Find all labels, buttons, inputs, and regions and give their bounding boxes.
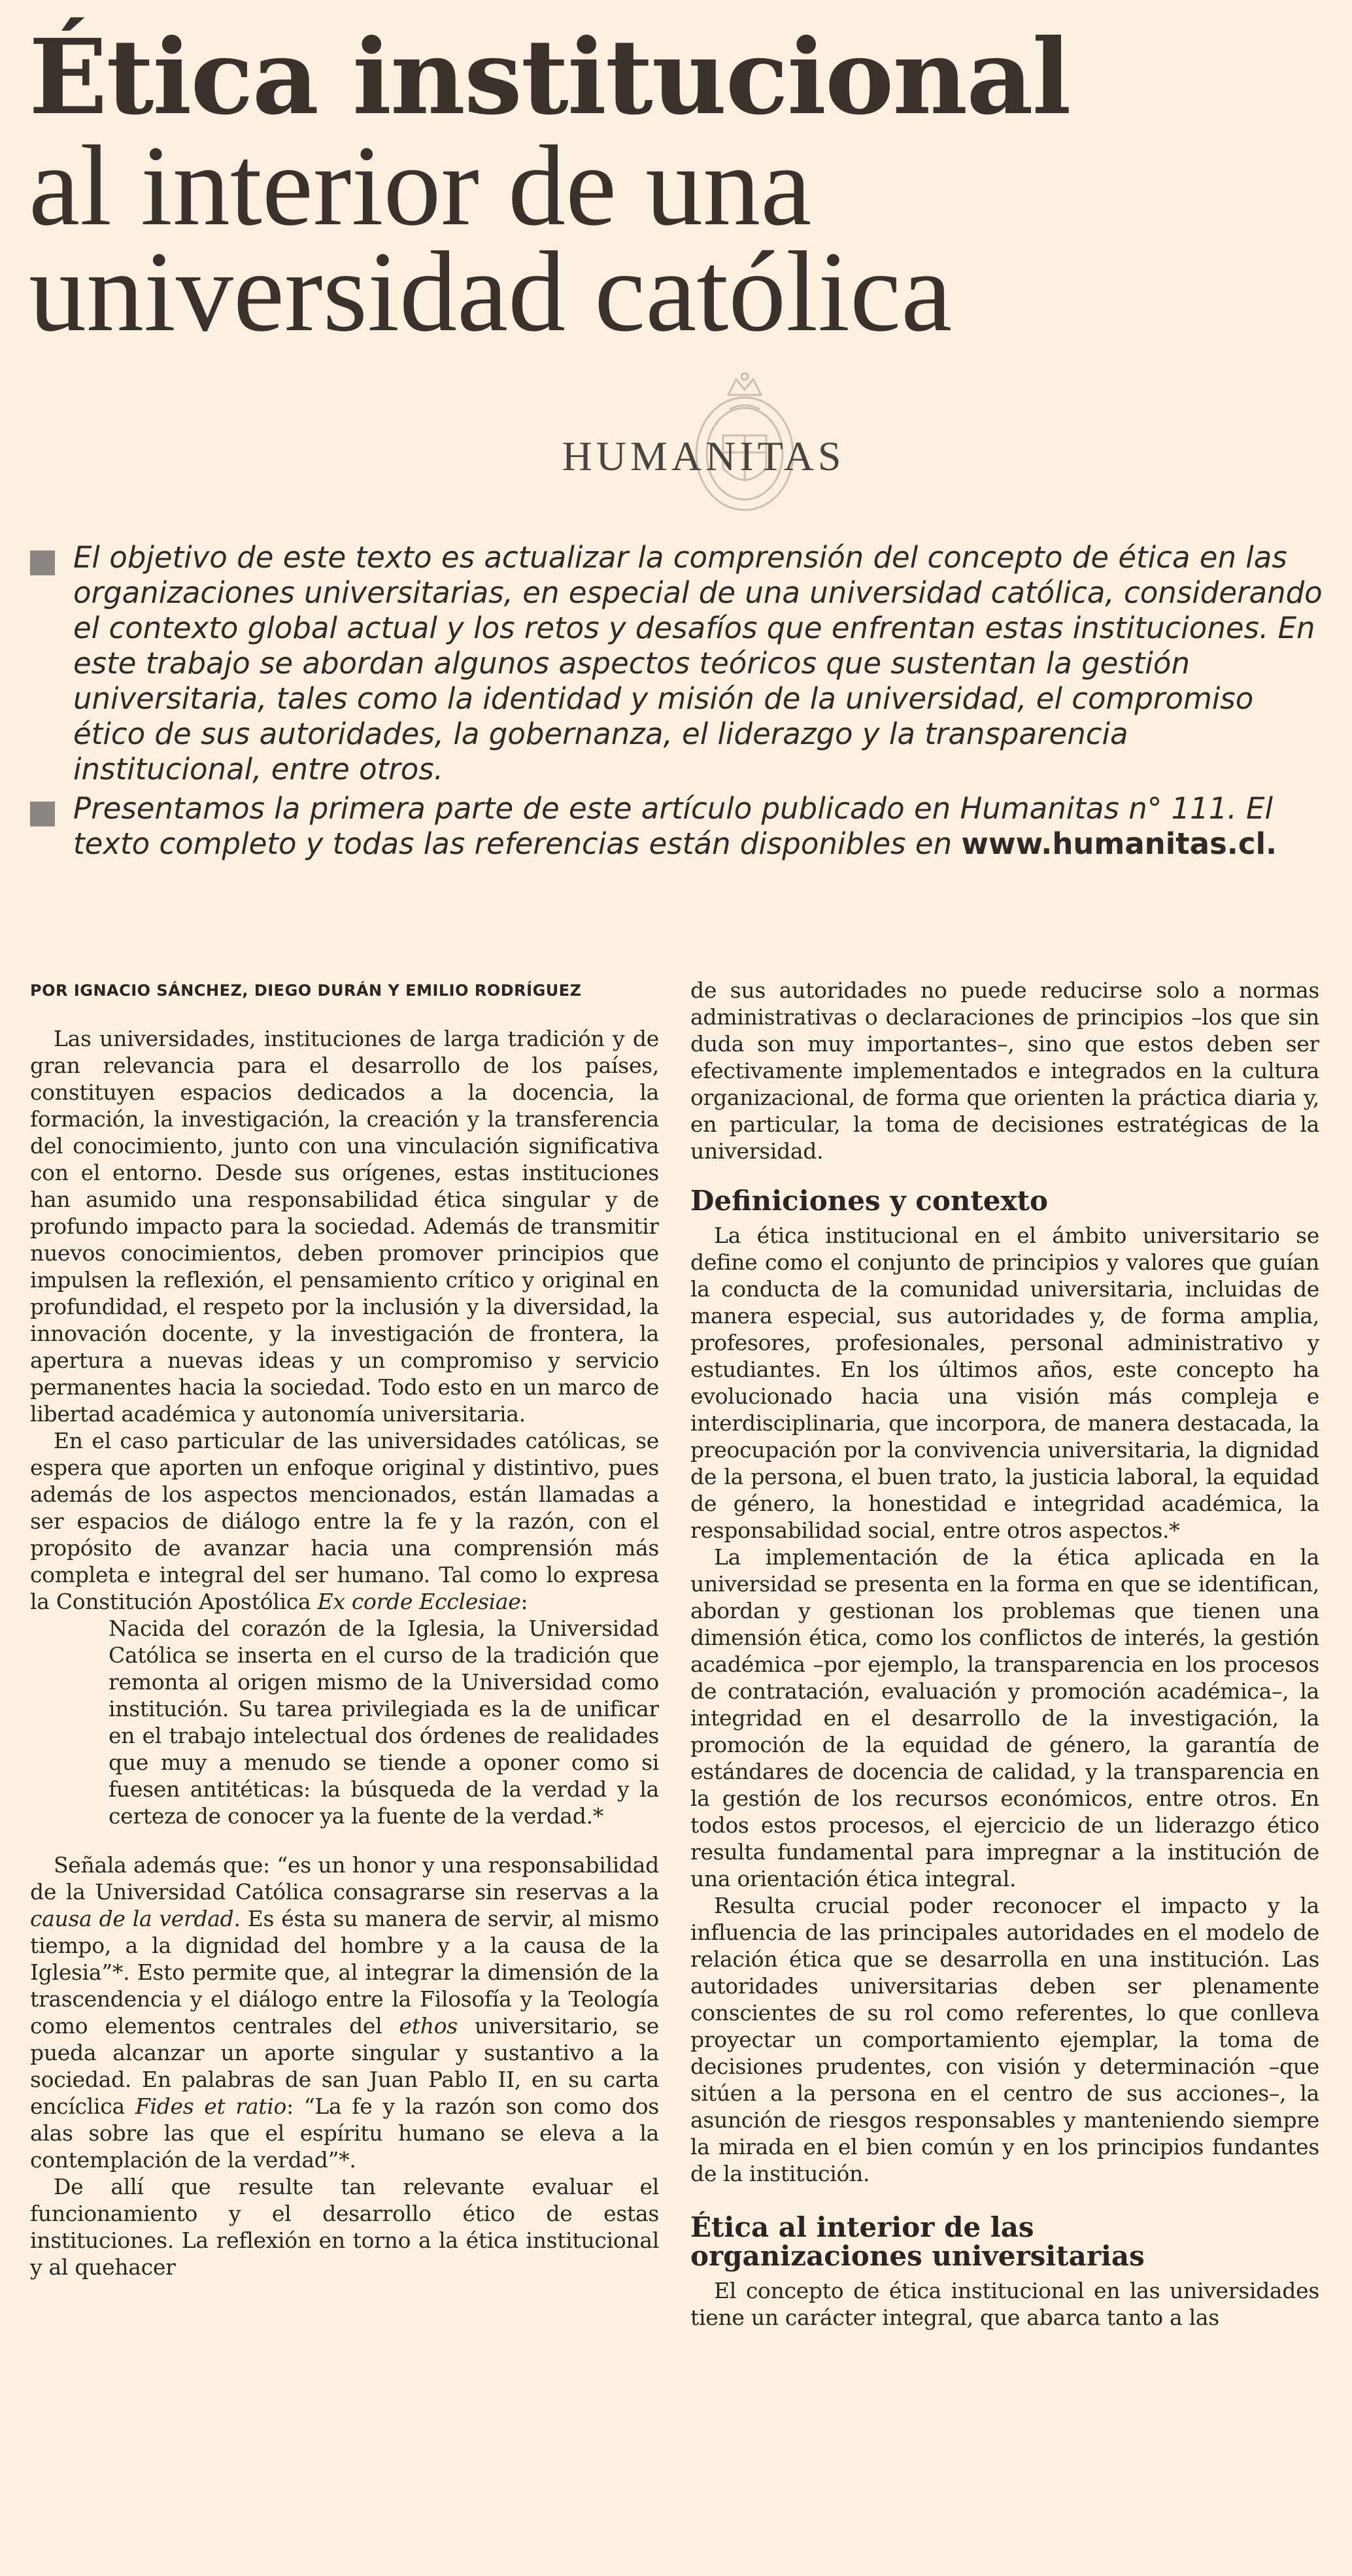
document-title: Ex corde Ecclesiae [317,1589,521,1614]
heading-line-2: organizaciones universitarias [690,2240,1145,2272]
paragraph: La implementación de la ética aplicada en la universidad se presenta en la forma en que se identifican, abordan y gestionan los problemas que tienen una dimensión ética, como los conflictos de interés, la gestión académica –por ejemplo, la transparencia en los procesos de contratación, evaluación y promoción académica–, la integridad en el desarrollo de la investigación, la promoción de la equidad de género, la garantía de estándares de docencia de calidad, y la transparencia en la gestión de los recursos económicos, entre otros. En todos estos procesos, el ejercicio de un liderazgo ético resulta fundamental para impregnar a la institución de una orientación ética integral. [690,1544,1319,1891]
humanitas-wordmark: HUMANITAS [562,433,845,479]
document-title: Fides et ratio [135,2093,287,2119]
lead-text-objective: El objetivo de este texto es actualizar la comprensión del concepto de ética en las organizaciones universitarias, en especial de una universidad católica, considerando el contexto global actual y los retos y desafíos que enfrentan estas instituciones. En este trabajo se abordan algunos aspectos teóricos que sustentan la gestión universitaria, tales como la identidad y misión de la universidad, el compromiso ético de sus autoridades, la gobernanza, el liderazgo y la transparencia institucional, entre otros. [73,540,1323,787]
quote-text: Nacida del corazón de la Iglesia, la Universidad Católica se inserta en el curso de la tradición que remonta al origen mismo de la Universidad como institución. Su tarea privilegiada es la de unificar en el trabajo intelectual dos órdenes de realidades que muy a menudo se tiende a oponer como si fuesen antitéticas: la búsqueda de la verdad y la certeza de conocer ya la fuente de la verdad.* [109,1616,659,1829]
section-heading-definiciones: Definiciones y contexto [690,1185,1048,1217]
humanitas-logo [540,370,867,531]
article-column-right [690,977,1319,2572]
article-column-left [30,977,659,2572]
paragraph-text: : [520,1589,528,1614]
square-bullet-icon [30,551,55,575]
heading-line-1: Ética al interior de las [690,2211,1034,2243]
humanitas-website-link[interactable]: www.humanitas.cl. [961,826,1277,861]
lead-item-publication [29,791,1323,862]
paragraph-text: : “La fe y la razón son como dos alas sobre las que el espíritu humano se eleva a la contemplación de la verdad”*. [30,2093,659,2173]
block-quote [30,1615,659,1829]
paragraph: Las universidades, instituciones de larga tradición y de gran relevancia para el desarrollo de los países, constituyen espacios dedicados a la docencia, la formación, la investigación, la creación y la transferencia del conocimiento, junto con una vinculación significativa con el entorno. Desde sus orígenes, estas instituciones han asumido una responsabilidad ética singular y de profundo impacto para la sociedad. Además de transmitir nuevos conocimientos, deben promover principios que impulsen la reflexión, el pensamiento crítico y original en profundidad, el respeto por la inclusión y la diversidad, la innovación docente, y la investigación de frontera, la apertura a nuevas ideas y un compromiso y servicio permanentes hacia la sociedad. Todo esto en un marco de libertad académica y autonomía universitaria. [30,1026,659,1427]
section-heading-etica-interior [690,2213,1319,2271]
paragraph: Resulta crucial poder reconocer el impacto y la influencia de las principales autoridades en el modelo de relación ética que se desarrolla en una institución. Las autoridades universitarias deben ser plenamente conscientes de su rol como referentes, lo que conlleva proyectar un comportamiento ejemplar, la toma de decisiones prudentes, con visión y determinación –que sitúen a la persona en el centro de sus acciones–, la asunción de riesgos responsables y manteniendo siempre la mirada en el bien común y en los principios fundantes de la institución. [690,1893,1319,2186]
article-title [29,17,1323,356]
emphasis: ethos [399,2013,458,2039]
paragraph: La ética institucional en el ámbito universitario se define como el conjunto de principios y valores que guían la conducta de la comunidad universitaria, incluidas de manera especial, sus autoridades y, de forma amplia, profesores, profesionales, personal administrativo y estudiantes. En los últimos años, este concepto ha evolucionado hacia una visión más compleja e interdisciplinaria, que incorpora, de manera destacada, la preocupación por la convivencia universitaria, la dignidad de la persona, el buen trato, la justicia laboral, la equidad de género, la honestidad e integridad académica, la responsabilidad social, entre otros aspectos.* [690,1223,1319,1543]
paragraph-text: . Es ésta su manera de servir, al mismo tiempo, a la dignidad del hombre y a la causa de la Iglesia”*. Esto permite que, al integrar la dimensión de la trascendencia y el diálogo entre la Filosofía y la Teología como elementos centrales del [30,1906,659,2039]
paragraph: El concepto de ética institucional en las universidades tiene un carácter integral, que abarca tanto a las [690,2278,1319,2330]
paragraph: De allí que resulte tan relevante evaluar el funcionamiento y el desarrollo ético de estas instituciones. La reflexión en torno a la ética institucional y al quehacer [30,2174,659,2280]
title-line-2: al interior de una [29,122,812,250]
lead-item-objective [29,540,1323,787]
lead-summary [29,540,1323,866]
title-line-1: Ética institucional [29,17,1070,138]
paragraph [30,1427,659,1615]
paragraph-text: En el caso particular de las universidades católicas, se espera que aporten un enfoque original y distintivo, pues además de los aspectos mencionados, están llamadas a ser espacios de diálogo entre la fe y la razón, con el propósito de avanzar hacia una comprensión más completa e integral del ser humano. Tal como lo expresa la Constitución Apostólica [30,1428,659,1614]
title-line-3: universidad católica [29,228,953,356]
paragraph [30,1852,659,2173]
paragraph-text: Señala además que: “es un honor y una responsabilidad de la Universidad Católica consagrarse sin reservas a la [30,1852,659,1905]
emphasis: causa de la verdad [30,1906,234,1931]
byline: POR IGNACIO SÁNCHEZ, DIEGO DURÁN Y EMILIO RODRÍGUEZ [30,981,582,1000]
paragraph: de sus autoridades no puede reducirse solo a normas administrativas o declaraciones de principios –los que sin duda son muy importantes–, sino que estos deben ser efectivamente implementados e integrados en la cultura organizacional, de forma que orienten la práctica diaria y, en particular, la toma de decisiones estratégicas de la universidad. [690,977,1319,1164]
square-bullet-icon [30,802,55,826]
lead-text-publication: Presentamos la primera parte de este artículo publicado en Humanitas n° 111. El texto completo y todas las referencias están disponibles en [73,791,1273,861]
paragraph-text: universitario, se pueda alcanzar un aporte singular y sustantivo a la sociedad. En palabras de san Juan Pablo II, en su carta encíclica [30,2013,659,2119]
